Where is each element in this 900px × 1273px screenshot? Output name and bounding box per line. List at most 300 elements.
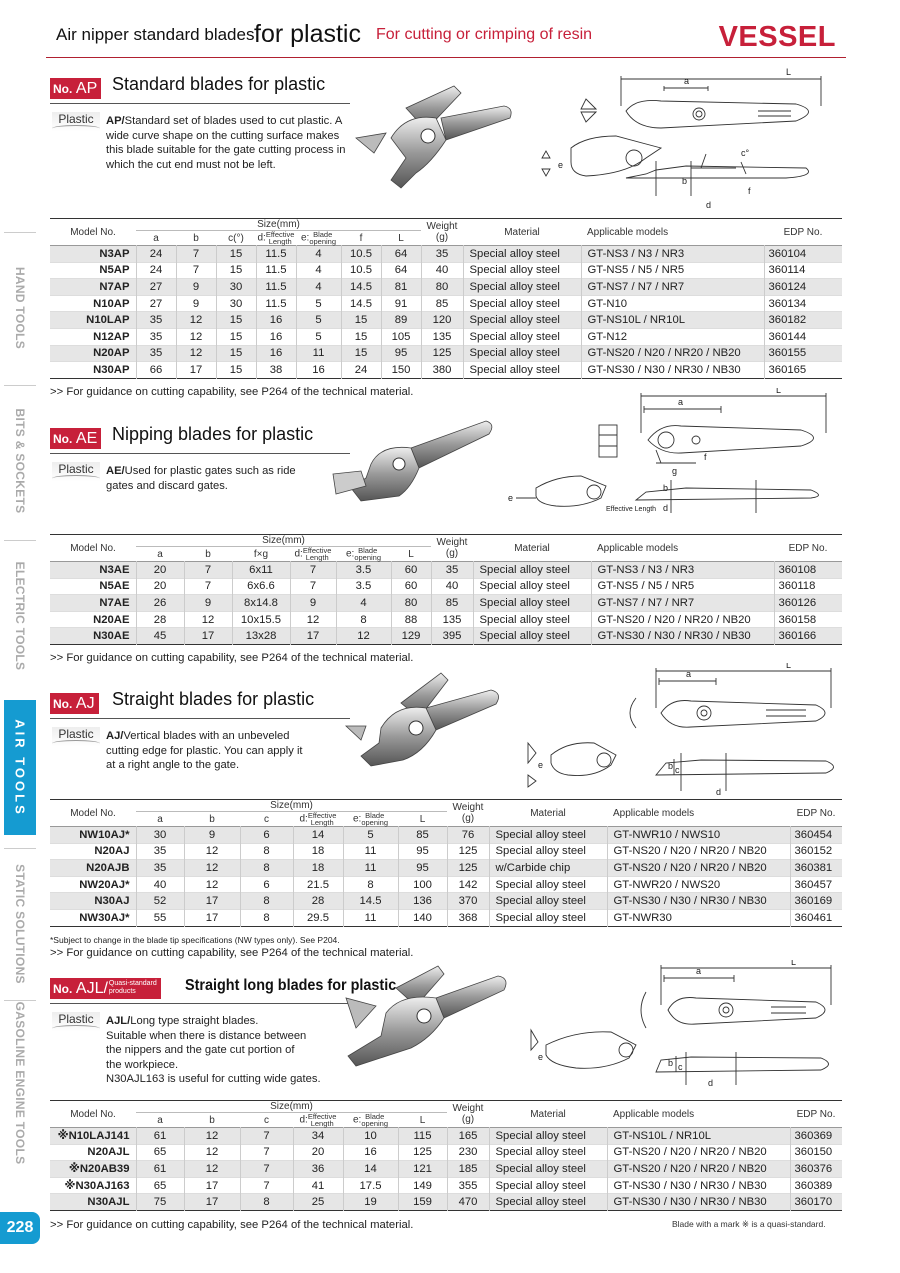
cell-edp: 360158 xyxy=(774,611,842,628)
cell-f: 14.5 xyxy=(341,279,381,296)
cell-model: N10LAP xyxy=(86,314,130,327)
cell-model: N20AP xyxy=(93,347,130,360)
cell-fg: 10x15.5 xyxy=(232,611,290,628)
label-a: a xyxy=(684,76,690,86)
plastic-tag: Plastic xyxy=(52,727,100,747)
ae-table-body xyxy=(50,562,842,645)
cell-edp: 360155 xyxy=(764,345,842,362)
cell-mat: Special alloy steel xyxy=(463,362,581,379)
cell-app: GT-NS7 / N7 / NR7 xyxy=(591,595,774,612)
cell-w: 165 xyxy=(447,1128,489,1145)
cell-w: 355 xyxy=(447,1177,489,1194)
cell-model: ※N10LAJ141 xyxy=(57,1130,130,1143)
cell-model: N3AE xyxy=(99,563,130,576)
cell-edp: 360134 xyxy=(764,295,842,312)
cell-mat: Special alloy steel xyxy=(463,328,581,345)
cell-e: 14.5 xyxy=(343,893,398,910)
tab-static-solutions[interactable]: STATIC SOLUTIONS xyxy=(4,848,36,998)
cell-e: 19 xyxy=(343,1194,398,1211)
cell-a: 35 xyxy=(136,328,176,345)
section-title xyxy=(50,977,397,1004)
description: AJL/Long type straight blades. Suitable when there is distance between the nippers and the gate cut portion of the workpiece. N30AJL163 is useful for cutting wide gates. xyxy=(106,1015,321,1085)
cell-edp: 360182 xyxy=(764,312,842,329)
series-badge: No. AP xyxy=(50,78,101,99)
cell-c: 6 xyxy=(240,827,293,844)
cell-L: 95 xyxy=(381,345,421,362)
cell-w: 470 xyxy=(447,1194,489,1211)
cell-w: 40 xyxy=(421,262,463,279)
label-f: f xyxy=(748,186,751,196)
cell-mat: Special alloy steel xyxy=(473,562,591,579)
cell-a: 35 xyxy=(136,345,176,362)
cell-mat: Special alloy steel xyxy=(489,909,607,926)
cell-d: 11.5 xyxy=(256,246,296,263)
cell-app: GT-NS7 / N7 / NR7 xyxy=(581,279,764,296)
section-ap xyxy=(46,67,846,403)
cell-L: 149 xyxy=(398,1177,447,1194)
cell-a: 66 xyxy=(136,362,176,379)
cell-d: 11.5 xyxy=(256,295,296,312)
header-title: Air nipper standard blades xyxy=(56,25,255,44)
cell-mat: Special alloy steel xyxy=(489,1128,607,1145)
cell-mat: Special alloy steel xyxy=(463,246,581,263)
cell-a: 30 xyxy=(136,827,184,844)
cell-e: 8 xyxy=(336,611,391,628)
cell-L: 85 xyxy=(398,827,447,844)
hdr-edp: EDP No. xyxy=(783,226,823,238)
cell-c: 8 xyxy=(240,893,293,910)
cell-app: GT-NS3 / N3 / NR3 xyxy=(581,246,764,263)
label-b: b xyxy=(663,483,669,493)
cell-e: 5 xyxy=(343,827,398,844)
cell-model: N20AJ xyxy=(94,845,130,858)
cell-model: N10AP xyxy=(93,297,130,310)
cell-mat: Special alloy steel xyxy=(463,262,581,279)
cell-d: 14 xyxy=(293,827,343,844)
cell-f: 15 xyxy=(341,345,381,362)
cell-app: GT-NS5 / N5 / NR5 xyxy=(591,578,774,595)
cell-w: 120 xyxy=(421,312,463,329)
table-row xyxy=(50,578,842,595)
cell-app: GT-NS3 / N3 / NR3 xyxy=(591,562,774,579)
cell-edp: 360124 xyxy=(764,279,842,296)
cell-L: 89 xyxy=(381,312,421,329)
cell-w: 35 xyxy=(421,246,463,263)
cell-a: 35 xyxy=(136,312,176,329)
cell-c: 8 xyxy=(240,909,293,926)
table-row xyxy=(50,893,842,910)
cell-w: 135 xyxy=(421,328,463,345)
cell-d: 41 xyxy=(293,1177,343,1194)
cell-a: 65 xyxy=(136,1144,184,1161)
cell-model: NW30AJ* xyxy=(79,911,130,924)
table-row xyxy=(50,1161,842,1178)
hdr-applicable: Applicable models xyxy=(587,226,669,238)
tab-bits-sockets[interactable]: BITS & SOCKETS xyxy=(4,385,36,535)
cell-b: 9 xyxy=(184,827,240,844)
cell-L: 115 xyxy=(398,1128,447,1145)
label-c: c xyxy=(678,1062,683,1072)
label-c: c xyxy=(675,765,680,775)
cell-L: 80 xyxy=(391,595,431,612)
cell-c: 6 xyxy=(240,876,293,893)
cell-f: 15 xyxy=(341,328,381,345)
cell-edp: 360118 xyxy=(774,578,842,595)
cell-app: GT-NS30 / N30 / NR30 / NB30 xyxy=(607,1177,790,1194)
cell-b: 9 xyxy=(184,595,232,612)
plastic-tag: Plastic xyxy=(52,1012,100,1032)
cell-L: 159 xyxy=(398,1194,447,1211)
label-b: b xyxy=(668,1058,674,1068)
hdr-f: f xyxy=(359,232,363,244)
cell-e: 14 xyxy=(343,1161,398,1178)
cell-c: 7 xyxy=(240,1128,293,1145)
cell-b: 12 xyxy=(184,860,240,877)
cell-e: 8 xyxy=(343,876,398,893)
hdr-material: Material xyxy=(504,226,540,238)
cell-a: 20 xyxy=(136,562,184,579)
table-row xyxy=(50,1194,842,1211)
cell-b: 17 xyxy=(176,362,216,379)
hdr-size: Size(mm) xyxy=(136,219,421,231)
cell-d: 25 xyxy=(293,1194,343,1211)
cell-d: 12 xyxy=(290,611,336,628)
table-row xyxy=(50,1144,842,1161)
section-title xyxy=(50,74,350,104)
cell-mat: Special alloy steel xyxy=(463,345,581,362)
tab-electric-tools[interactable]: ELECTRIC TOOLS xyxy=(4,540,36,690)
cell-e: 5 xyxy=(296,312,341,329)
cell-c: 8 xyxy=(240,860,293,877)
cell-w: 125 xyxy=(447,843,489,860)
section-ae xyxy=(46,388,846,673)
cell-b: 9 xyxy=(176,279,216,296)
cell-d: 9 xyxy=(290,595,336,612)
cell-edp: 360457 xyxy=(790,876,842,893)
guidance-note: >> For guidance on cutting capability, see P264 of the technical material. xyxy=(50,652,414,664)
aj-spec-table: Model No. Size(mm) Weight (g) Material Applicable models EDP No. a b c d:Effective Length e: Blade opening L NW10AJ* 30 9 6 14 5 85 76 Special alloy steel GT-NWR10 / NWS10 360454 N20AJ 35 12 8 18 11 95 125 Special alloy steel GT-NS20 / N20 / NR20 / NB20 360152 N20AJB 35 12 8 18 11 95 125 w/Carbide chip GT-NS20 / N20 / NR20 / NB20 360381 NW20AJ* 40 12 6 21.5 8 100 142 Special alloy steel GT-NWR20 / NWS20 360457 N30AJ 52 17 8 28 14.5 136 370 Special alloy steel GT-NS30 / N30 / NR30 / NB30 360169 NW30AJ* 55 17 8 29.5 11 140 368 Special alloy steel GT-NWR30 360461 xyxy=(50,799,842,927)
cell-b: 12 xyxy=(184,876,240,893)
description: AE/Used for plastic gates such as ride gates and discard gates. xyxy=(106,465,296,492)
cell-d: 29.5 xyxy=(293,909,343,926)
label-a: a xyxy=(678,397,684,407)
cell-L: 95 xyxy=(398,860,447,877)
ajl-spec-table: Model No. Size(mm) Weight (g) Material Applicable models EDP No. a b c d:Effective Length e: Blade opening L ※N10LAJ141 61 12 7 34 10 115 165 Special alloy steel GT-NS10L / NR10L 360369 N20AJL 65 12 7 20 16 125 230 Special alloy steel GT-NS20 / N20 / NR20 / NB20 360150 ※N20AB39 61 12 7 36 14 121 185 Special alloy steel GT-NS20 / N20 / NR20 / NB20 360376 ※N30AJ163 65 17 7 41 17.5 149 355 Special alloy steel GT-NS30 / N30 / NR30 / NB30 360389 N30AJL 75 17 8 25 19 159 470 Special alloy steel GT-NS30 / N30 / NR30 / NB30 360170 xyxy=(50,1100,842,1211)
cell-d: 18 xyxy=(293,860,343,877)
table-row xyxy=(50,312,842,329)
hdr-L: L xyxy=(398,232,404,244)
cell-app: GT-NWR20 / NWS20 xyxy=(607,876,790,893)
cell-d: 11.5 xyxy=(256,262,296,279)
label-effective-length: Effective Length xyxy=(606,506,657,513)
cell-a: 52 xyxy=(136,893,184,910)
cell-w: 370 xyxy=(447,893,489,910)
label-a: a xyxy=(696,966,702,976)
table-row xyxy=(50,262,842,279)
cell-w: 125 xyxy=(421,345,463,362)
cell-c: 30 xyxy=(216,295,256,312)
cell-edp: 360461 xyxy=(790,909,842,926)
description: AJ/Vertical blades with an unbeveled cutting edge for plastic. You can apply it at a right angle to the gate. xyxy=(106,730,303,771)
cell-f: 24 xyxy=(341,362,381,379)
quasi-standard-note: Blade with a mark ※ is a quasi-standard. xyxy=(672,1219,826,1229)
plastic-tag: Plastic xyxy=(52,112,100,132)
cell-model: NW20AJ* xyxy=(79,878,130,891)
cell-b: 12 xyxy=(184,1128,240,1145)
cell-mat: Special alloy steel xyxy=(473,611,591,628)
series-badge: No. AJ xyxy=(50,693,99,714)
cell-L: 91 xyxy=(381,295,421,312)
cell-edp: 360144 xyxy=(764,328,842,345)
cell-b: 12 xyxy=(176,312,216,329)
cell-L: 64 xyxy=(381,262,421,279)
cell-b: 7 xyxy=(184,562,232,579)
table-row xyxy=(50,328,842,345)
cell-edp: 360389 xyxy=(790,1177,842,1194)
cell-edp: 360170 xyxy=(790,1194,842,1211)
cell-edp: 360376 xyxy=(790,1161,842,1178)
cell-mat: Special alloy steel xyxy=(489,1144,607,1161)
label-L: L xyxy=(776,388,782,395)
label-e: e xyxy=(558,160,564,170)
cell-e: 17.5 xyxy=(343,1177,398,1194)
cell-edp: 360108 xyxy=(774,562,842,579)
cell-model: ※N20AB39 xyxy=(68,1163,130,1176)
cell-model: N30AJ xyxy=(94,895,130,908)
cell-w: 135 xyxy=(431,611,473,628)
cell-app: GT-NS30 / N30 / NR30 / NB30 xyxy=(607,1194,790,1211)
cell-a: 61 xyxy=(136,1161,184,1178)
cell-d: 38 xyxy=(256,362,296,379)
footnote: *Subject to change in the blade tip specifications (NW types only). See P204. xyxy=(50,935,340,945)
cell-w: 395 xyxy=(431,628,473,645)
label-e: e xyxy=(508,493,514,503)
cell-c: 7 xyxy=(240,1161,293,1178)
section-heading: Standard blades for plastic xyxy=(112,74,326,94)
hdr-model: Model No. xyxy=(70,226,116,238)
guidance-note: >> For guidance on cutting capability, see P264 of the technical material. xyxy=(50,1219,414,1231)
cell-mat: Special alloy steel xyxy=(473,595,591,612)
cell-mat: Special alloy steel xyxy=(489,1194,607,1211)
cell-model: N30AE xyxy=(93,630,130,643)
cell-e: 16 xyxy=(343,1144,398,1161)
cell-b: 7 xyxy=(176,262,216,279)
guidance-note: >> For guidance on cutting capability, see P264 of the technical material. xyxy=(50,947,414,959)
label-e: e xyxy=(538,760,544,770)
label-c: c° xyxy=(741,148,750,158)
cell-L: 136 xyxy=(398,893,447,910)
cell-e: 5 xyxy=(296,328,341,345)
cell-mat: Special alloy steel xyxy=(463,279,581,296)
cell-c: 15 xyxy=(216,362,256,379)
cell-app: GT-NS20 / N20 / NR20 / NB20 xyxy=(607,843,790,860)
cell-app: GT-N10 xyxy=(581,295,764,312)
cell-c: 15 xyxy=(216,312,256,329)
cell-app: GT-NWR30 xyxy=(607,909,790,926)
cell-a: 61 xyxy=(136,1128,184,1145)
cell-app: GT-N12 xyxy=(581,328,764,345)
cell-model: NW10AJ* xyxy=(79,828,130,841)
cell-e: 16 xyxy=(296,362,341,379)
cell-L: 60 xyxy=(391,578,431,595)
cell-d: 21.5 xyxy=(293,876,343,893)
tab-hand-tools[interactable]: HAND TOOLS xyxy=(4,232,36,382)
cell-a: 45 xyxy=(136,628,184,645)
cell-c: 8 xyxy=(240,1194,293,1211)
cell-c: 7 xyxy=(240,1144,293,1161)
cell-a: 24 xyxy=(136,262,176,279)
cell-w: 85 xyxy=(421,295,463,312)
cell-c: 15 xyxy=(216,262,256,279)
label-L: L xyxy=(786,67,792,77)
cell-e: 3.5 xyxy=(336,562,391,579)
cell-e: 11 xyxy=(343,909,398,926)
label-f: f xyxy=(704,452,707,462)
cell-edp: 360381 xyxy=(790,860,842,877)
table-row xyxy=(50,909,842,926)
cell-model: N5AP xyxy=(99,264,130,277)
cell-w: 380 xyxy=(421,362,463,379)
cell-mat: w/Carbide chip xyxy=(489,860,607,877)
ap-dimension-drawing xyxy=(486,66,846,211)
cell-L: 100 xyxy=(398,876,447,893)
cell-app: GT-NS20 / N20 / NR20 / NB20 xyxy=(581,345,764,362)
cell-edp: 360169 xyxy=(790,893,842,910)
cell-app: GT-NS30 / N30 / NR30 / NB30 xyxy=(591,628,774,645)
header-subtitle: For cutting or crimping of resin xyxy=(376,26,593,43)
cell-a: 40 xyxy=(136,876,184,893)
cell-e: 3.5 xyxy=(336,578,391,595)
cell-a: 75 xyxy=(136,1194,184,1211)
cell-edp: 360152 xyxy=(790,843,842,860)
table-row xyxy=(50,246,842,263)
cell-b: 17 xyxy=(184,909,240,926)
page-number: 228 xyxy=(0,1212,40,1244)
hdr-d: d:Effective Length xyxy=(257,230,295,246)
cell-edp: 360166 xyxy=(774,628,842,645)
cell-L: 60 xyxy=(391,562,431,579)
cell-app: GT-NS30 / N30 / NR30 / NB30 xyxy=(607,893,790,910)
cell-mat: Special alloy steel xyxy=(489,893,607,910)
table-row xyxy=(50,295,842,312)
table-row xyxy=(50,595,842,612)
cell-a: 27 xyxy=(136,295,176,312)
cell-b: 12 xyxy=(184,1144,240,1161)
plastic-tag: Plastic xyxy=(52,462,100,482)
cell-e: 4 xyxy=(296,246,341,263)
header-title-emphasis: for plastic xyxy=(254,20,361,48)
aj-dimension-drawing xyxy=(476,663,846,798)
table-row xyxy=(50,562,842,579)
label-d: d xyxy=(663,503,669,513)
hdr-a: a xyxy=(153,232,159,244)
cell-edp: 360150 xyxy=(790,1144,842,1161)
cell-model: N5AE xyxy=(99,580,130,593)
aj-table-body xyxy=(50,827,842,927)
table-row xyxy=(50,876,842,893)
cell-app: GT-NS10L / NR10L xyxy=(581,312,764,329)
cell-b: 9 xyxy=(176,295,216,312)
section-title xyxy=(50,424,350,454)
hdr-e: e: Blade opening xyxy=(300,230,337,246)
section-title xyxy=(50,689,350,719)
cell-fg: 13x28 xyxy=(232,628,290,645)
cell-c: 8 xyxy=(240,843,293,860)
cell-w: 85 xyxy=(431,595,473,612)
cell-b: 7 xyxy=(176,246,216,263)
cell-L: 121 xyxy=(398,1161,447,1178)
hdr-c: c(°) xyxy=(228,232,244,244)
cell-d: 7 xyxy=(290,562,336,579)
label-b: b xyxy=(668,761,674,771)
cell-b: 17 xyxy=(184,1177,240,1194)
page-header xyxy=(46,18,846,58)
cell-model: N20AE xyxy=(93,613,130,626)
table-row xyxy=(50,860,842,877)
cell-mat: Special alloy steel xyxy=(489,827,607,844)
cell-b: 17 xyxy=(184,1194,240,1211)
cell-L: 129 xyxy=(391,628,431,645)
cell-mat: Special alloy steel xyxy=(463,295,581,312)
cell-a: 24 xyxy=(136,246,176,263)
cell-edp: 360104 xyxy=(764,246,842,263)
cell-e: 4 xyxy=(296,262,341,279)
label-d: d xyxy=(716,787,722,797)
cell-c: 15 xyxy=(216,328,256,345)
label-e: e xyxy=(538,1052,544,1062)
brand-logo: VESSEL xyxy=(718,21,836,53)
label-d: d xyxy=(706,200,712,210)
cell-e: 11 xyxy=(343,843,398,860)
label-L: L xyxy=(786,663,792,670)
cell-model: N20AJL xyxy=(87,1146,130,1159)
section-heading: Straight long blades for plastic xyxy=(185,977,397,994)
cell-fg: 6x11 xyxy=(232,562,290,579)
cell-c: 15 xyxy=(216,345,256,362)
cell-edp: 360126 xyxy=(774,595,842,612)
cell-a: 28 xyxy=(136,611,184,628)
cell-d: 16 xyxy=(256,312,296,329)
cell-w: 142 xyxy=(447,876,489,893)
cell-b: 12 xyxy=(184,611,232,628)
section-heading: Straight blades for plastic xyxy=(112,689,315,709)
cell-edp: 360114 xyxy=(764,262,842,279)
cell-w: 185 xyxy=(447,1161,489,1178)
ajl-dimension-drawing xyxy=(486,960,846,1095)
cell-d: 7 xyxy=(290,578,336,595)
cell-d: 20 xyxy=(293,1144,343,1161)
cell-f: 14.5 xyxy=(341,295,381,312)
cell-mat: Special alloy steel xyxy=(489,1161,607,1178)
hdr-weight: Weight (g) xyxy=(426,221,458,243)
hdr-b: b xyxy=(193,232,199,244)
cell-w: 230 xyxy=(447,1144,489,1161)
cell-app: GT-NS20 / N20 / NR20 / NB20 xyxy=(607,1161,790,1178)
cell-app: GT-NS20 / N20 / NR20 / NB20 xyxy=(607,1144,790,1161)
table-row xyxy=(50,628,842,645)
cell-model: N20AJB xyxy=(86,861,130,874)
cell-L: 64 xyxy=(381,246,421,263)
cell-e: 11 xyxy=(296,345,341,362)
cell-model: N7AP xyxy=(99,280,130,293)
description: AP/Standard set of blades used to cut plastic. A wide curve shape on the cutting surface makes this blade suitable for the gate cutting process in which the cut end must not be left. xyxy=(106,115,346,171)
cell-w: 125 xyxy=(447,860,489,877)
tab-air-tools[interactable]: AIR TOOLS xyxy=(4,700,36,835)
tab-gasoline-engine-tools[interactable]: GASOLINE ENGINE TOOLS xyxy=(4,1000,36,1165)
cell-L: 140 xyxy=(398,909,447,926)
section-heading: Nipping blades for plastic xyxy=(112,424,314,444)
cell-w: 40 xyxy=(431,578,473,595)
